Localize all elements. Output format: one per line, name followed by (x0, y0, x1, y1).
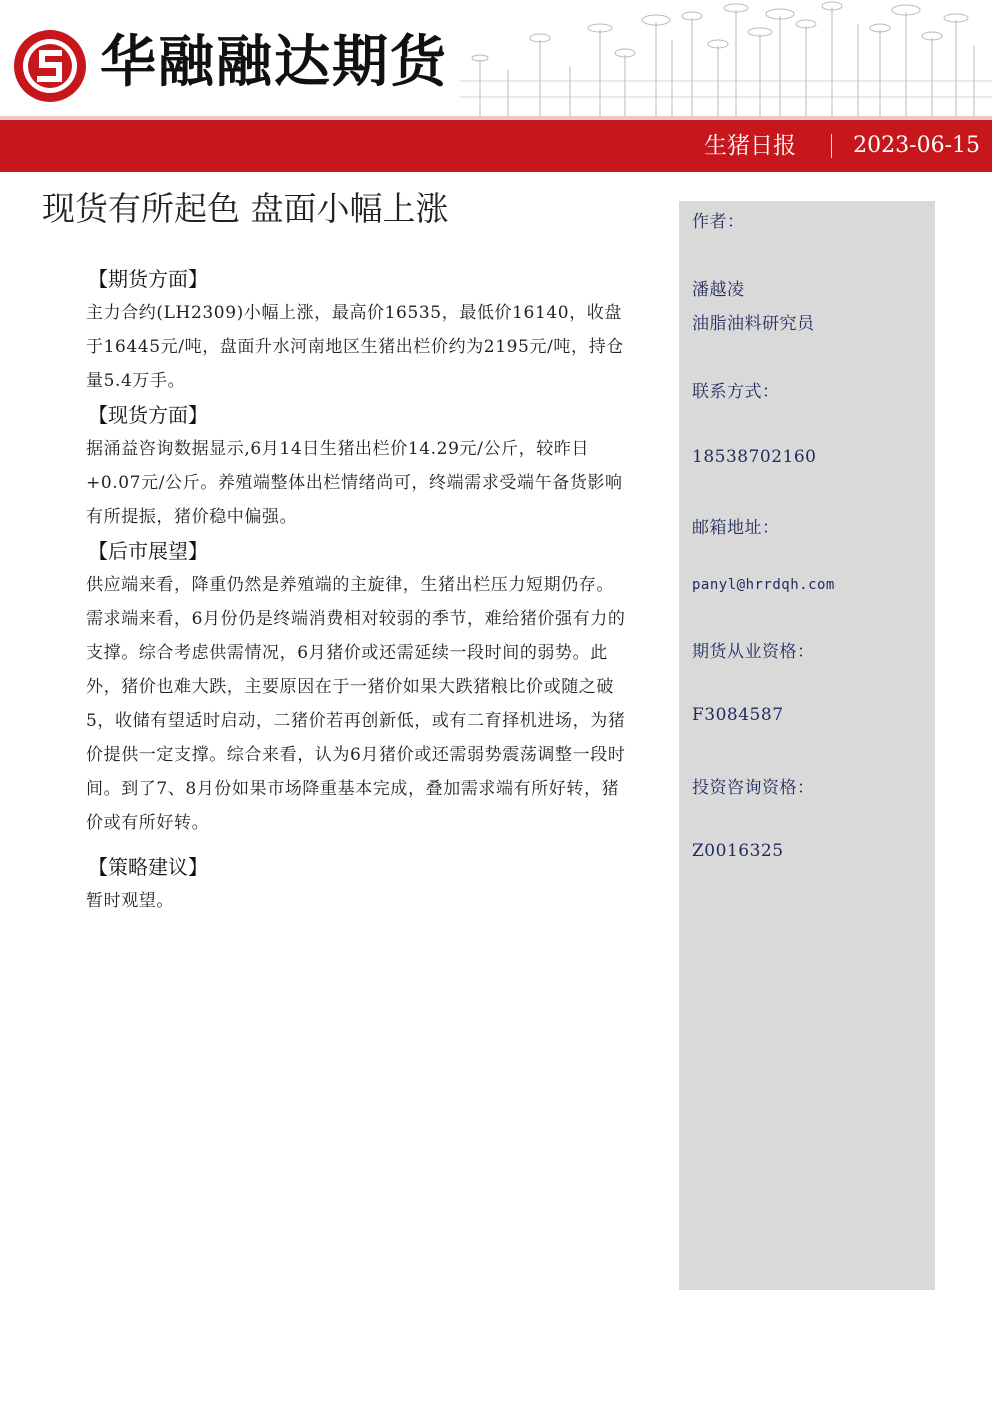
section-heading-strategy: 【策略建议】 (88, 855, 208, 879)
report-banner (0, 120, 992, 172)
decorative-lamps-graphic (460, 0, 992, 116)
section-paragraph-futures: 主力合约(LH2309)小幅上涨，最高价16535，最低价16140，收盘于16445元/吨，盘面升水河南地区生猪出栏价约为2195元/吨，持仓量5.4万手。 (86, 303, 624, 391)
section-paragraph-spot: 据涌益咨询数据显示,6月14日生猪出栏价14.29元/公斤，较昨日+0.07元/公斤。养殖端整体出栏情绪尚可，终端需求受端午备货影响有所提振，猪价稳中偏强。 (86, 439, 623, 527)
investment-qualification-label: 投资咨询资格： (692, 778, 815, 798)
contact-label: 联系方式： (692, 382, 780, 402)
investment-qualification-number: Z0016325 (692, 841, 784, 861)
section-heading-spot: 【现货方面】 (88, 403, 208, 427)
futures-qualification-label: 期货从业资格： (692, 642, 815, 662)
futures-qualification-number: F3084587 (692, 705, 784, 725)
report-body (86, 262, 626, 918)
brand-name: 华融融达期货 (100, 30, 448, 95)
section-paragraph-outlook: 供应端来看，降重仍然是养殖端的主旋律，生猪出栏压力短期仍存。需求端来看，6月份仍是终端消费相对较弱的季节，难给猪价强有力的支撑。综合考虑供需情况，6月猪价或还需延续一段时间的弱势。此外，猪价也难大跌，主要原因在于一猪价如果大跌猪粮比价或随之破5，收储有望适时启动，二猪价若再创新低，或有二育择机进场，为猪价提供一定支撑。综合来看，认为6月猪价或还需弱势震荡调整一段时间。到了7、8月份如果市场降重基本完成，叠加需求端有所好转，猪价或有所好转。 (86, 575, 626, 833)
spacer (86, 840, 626, 850)
report-date: 2023-06-15 (853, 133, 980, 158)
report-type: 生猪日报 (704, 133, 796, 159)
author-sidebar (679, 201, 935, 1290)
report-title: 现货有所起色 盘面小幅上涨 (42, 189, 449, 228)
author-name: 潘越凌 (692, 280, 745, 300)
report-header (0, 0, 992, 120)
email-label: 邮箱地址： (692, 518, 780, 538)
author-title: 油脂油料研究员 (692, 314, 815, 334)
phone-number: 18538702160 (692, 447, 817, 467)
huarong-logo-icon (10, 26, 90, 106)
author-label: 作者： (692, 212, 745, 232)
email-address[interactable]: panyl@hrrdqh.com (692, 577, 835, 593)
section-paragraph-strategy: 暂时观望。 (86, 891, 174, 911)
banner-separator (831, 134, 832, 158)
section-heading-outlook: 【后市展望】 (88, 539, 208, 563)
section-heading-futures: 【期货方面】 (88, 267, 208, 291)
